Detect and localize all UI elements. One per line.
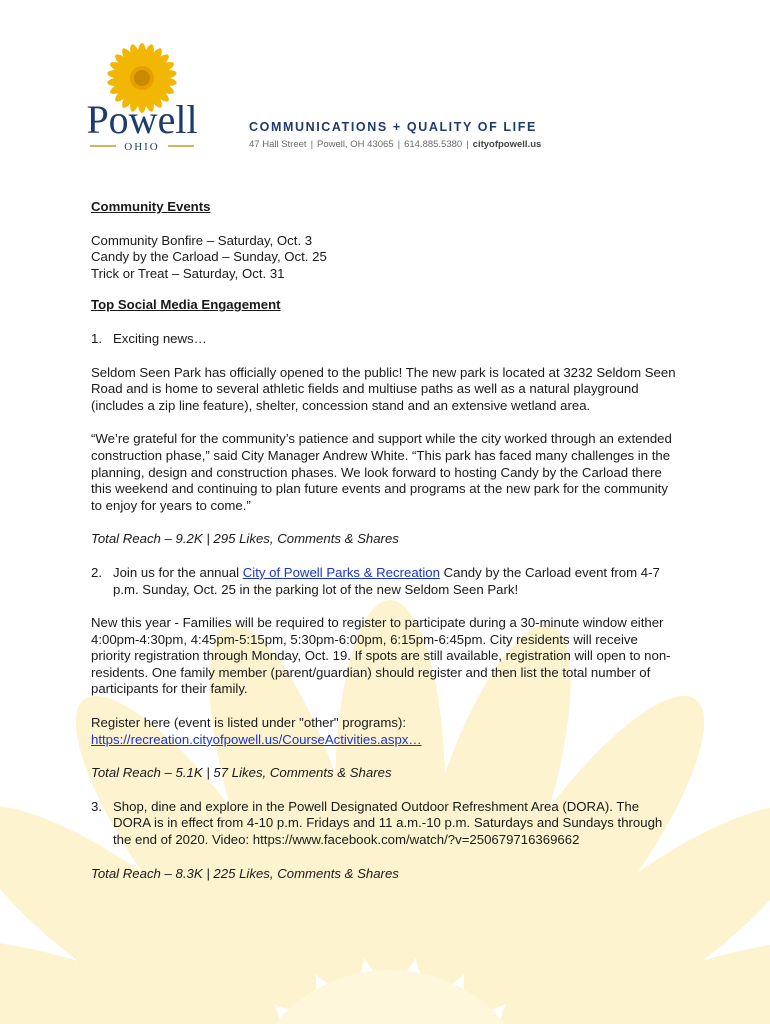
post-2-text bbox=[113, 565, 679, 598]
post-2-text-after: Candy by the Carload event from 4-7 p.m. Sunday, Oct. 25 in the parking lot of the new Seldom Seen Park! bbox=[113, 564, 660, 597]
events-list bbox=[91, 233, 679, 283]
list-number: 2. bbox=[91, 564, 102, 580]
post-1-paragraph: Seldom Seen Park has officially opened to the public! The new park is located at 3232 Seldom Seen Road and is home to several athletic fields and multiuse paths as well as a natural playground (includes a zip line feature), shelter, concession stand and an extensive wetland area. bbox=[91, 364, 676, 413]
post-3-text: Shop, dine and explore in the Powell Designated Outdoor Refreshment Area (DORA). The DORA is in effect from 4-10 p.m. Fridays and 11 a.m.-10 p.m. Saturdays and Sundays through the end of 2020. Video: https://www.facebook.com/watch/?v=250679716369662 bbox=[113, 798, 663, 848]
post-3-reach: Total Reach – 8.3K | 225 Likes, Comments & Shares bbox=[91, 865, 399, 881]
city-of-powell-logo bbox=[62, 42, 222, 160]
city-state-zip: Powell, OH 43065 bbox=[317, 139, 394, 150]
post-2-reach: Total Reach – 5.1K | 57 Likes, Comments & Shares bbox=[91, 765, 392, 781]
post-2-register bbox=[91, 715, 679, 748]
register-link[interactable]: https://recreation.cityofpowell.us/CourseActivities.aspx… bbox=[91, 731, 422, 747]
post-1-reach: Total Reach – 9.2K | 295 Likes, Comments & Shares bbox=[91, 531, 399, 547]
website-link[interactable]: cityofpowell.us bbox=[472, 139, 542, 150]
event-item: Trick or Treat – Saturday, Oct. 31 bbox=[91, 265, 285, 281]
parks-recreation-link[interactable]: City of Powell Parks & Recreation bbox=[242, 564, 440, 580]
post-3 bbox=[91, 799, 679, 849]
letterhead-contact: 47 Hall Street | Powell, OH 43065 | 614.885.5380 | cityofpowell.us bbox=[249, 139, 542, 150]
phone-number: 614.885.5380 bbox=[404, 139, 463, 150]
event-item: Community Bonfire – Saturday, Oct. 3 bbox=[91, 232, 313, 248]
list-number: 3. bbox=[91, 798, 102, 814]
list-number: 1. bbox=[91, 330, 102, 346]
letterhead bbox=[249, 120, 541, 150]
post-2-paragraph: New this year - Families will be required to register to participate during a 30-minute window either 4:00pm-4:30pm, 4:45pm-5:15pm, 5:30pm-6:00pm, 6:15pm-6:45pm. City residents will receive priority registration through Monday, Oct. 19. If spots are still available, registration will open to non-residents. One family member (parent/guardian) should register and then list the total number of participants for their family. bbox=[91, 615, 671, 697]
document-body bbox=[91, 199, 679, 882]
post-2 bbox=[91, 565, 679, 598]
letterhead-tagline: COMMUNICATIONS + QUALITY OF LIFE bbox=[249, 120, 537, 134]
post-1-quote: “We’re grateful for the community’s patience and support while the city worked through an extended construction phase,” said City Manager Andrew White. “This park has faced many challenges in the planning, design and construction phases. We look forward to hosting Candy by the Carload there this weekend and continuing to plan future events and programs at the new park for the community to enjoy for years to come.” bbox=[91, 431, 672, 513]
event-item: Candy by the Carload – Sunday, Oct. 25 bbox=[91, 249, 327, 265]
community-events-heading: Community Events bbox=[91, 199, 211, 214]
address: 47 Hall Street bbox=[249, 139, 307, 150]
register-text: Register here (event is listed under "other" programs): bbox=[91, 715, 407, 731]
logo-wordmark: Powell bbox=[86, 97, 198, 142]
engagement-heading: Top Social Media Engagement bbox=[91, 297, 281, 313]
post-1-title bbox=[91, 331, 679, 348]
post-1-title-text: Exciting news… bbox=[113, 330, 207, 346]
logo-state: OHIO bbox=[124, 141, 160, 153]
post-2-text-before: Join us for the annual bbox=[113, 564, 243, 580]
